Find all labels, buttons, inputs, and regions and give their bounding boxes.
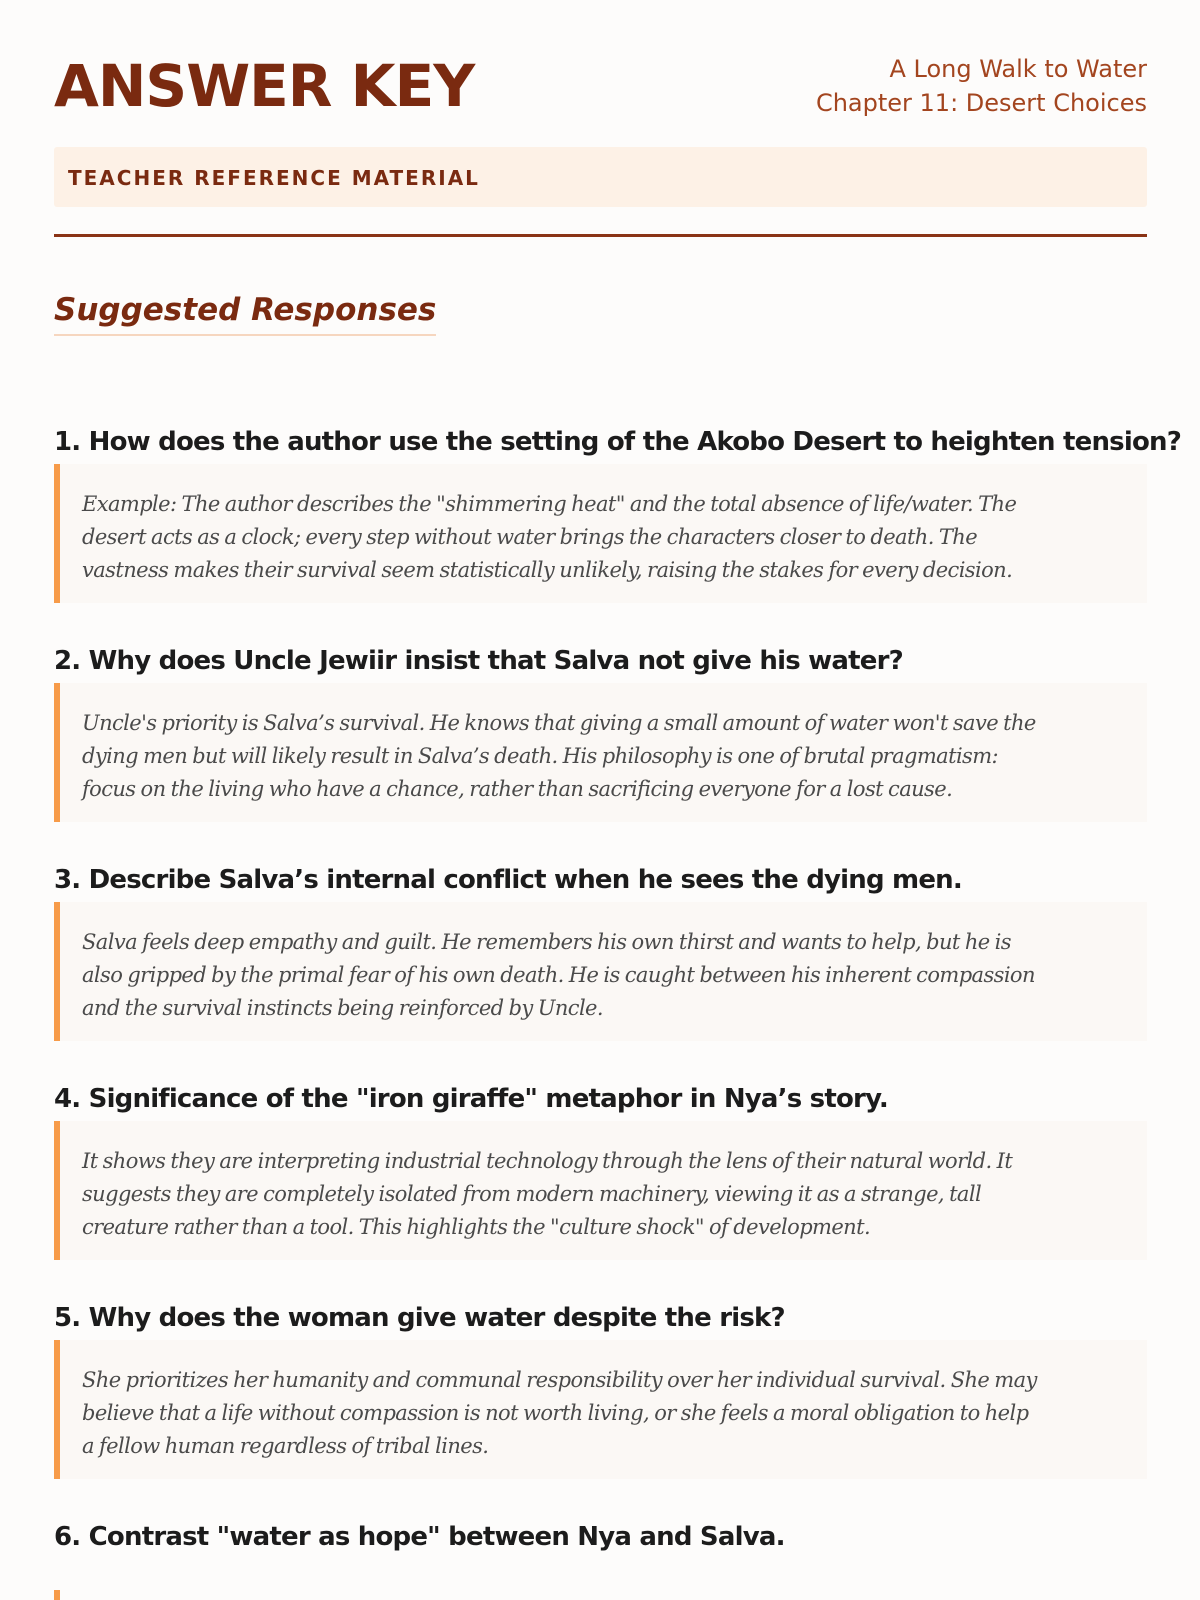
question-text: Why does Uncle Jewiir insist that Salva not give his water? (88, 646, 903, 676)
answer-line: Salva feels deep empathy and guilt. He remembers his own thirst and wants to help, but he is (82, 930, 1011, 954)
header-divider (54, 234, 1147, 237)
answer-key-page (54, 0, 1182, 1552)
question-block (54, 1515, 1147, 1559)
answer-line: focus on the living who have a chance, rather than sacrificing everyone for a lost cause. (82, 777, 953, 801)
answer-line: dying men but will likely result in Salva’s death. His philosophy is one of brutal pragmatism: (82, 744, 999, 768)
answer-line: She prioritizes her humanity and communal responsibility over her individual survival. She may (82, 1368, 1037, 1392)
answer-box (54, 902, 1147, 1041)
page-title: ANSWER KEY (54, 52, 475, 120)
question-text: How does the author use the setting of the Akobo Desert to heighten tension? (88, 427, 1182, 457)
question-text: Why does the woman give water despite the risk? (88, 1303, 785, 1333)
answer-line: It shows they are interpreting industrial technology through the lens of their natural world. It (82, 1149, 1013, 1173)
question-block (54, 1296, 1147, 1479)
book-info (816, 52, 1147, 120)
book-title: A Long Walk to Water (889, 55, 1147, 83)
answer-box (54, 1340, 1147, 1479)
question-block (54, 639, 1147, 822)
answer-line: vastness makes their survival seem statistically unlikely, raising the stakes for every decision. (82, 558, 1013, 582)
answer-box (54, 464, 1147, 603)
answer-line: believe that a life without compassion is not worth living, or she feels a moral obligation to help (82, 1401, 1029, 1425)
question-number: 1. (54, 427, 81, 457)
header (54, 0, 1147, 130)
question-heading (54, 1515, 1147, 1559)
answer-line: creature rather than a tool. This highlights the "culture shock" of development. (82, 1215, 871, 1239)
question-number: 2. (54, 646, 81, 676)
answer-line: Uncle's priority is Salva’s survival. He knows that giving a small amount of water won't save the (82, 711, 1036, 735)
question-heading (54, 639, 1147, 683)
question-block (54, 420, 1182, 603)
answer-line: suggests they are completely isolated from modern machinery, viewing it as a strange, tall (82, 1182, 982, 1206)
question-heading (54, 420, 1182, 464)
answer-line: Example: The author describes the "shimmering heat" and the total absence of life/water. The (82, 492, 1017, 516)
question-text: Contrast "water as hope" between Nya and Salva. (88, 1522, 785, 1552)
question-number: 6. (54, 1522, 81, 1552)
answer-line: also gripped by the primal fear of his own death. He is caught between his inherent compassion (82, 963, 1035, 987)
answer-line: desert acts as a clock; every step without water brings the characters closer to death. The (82, 525, 978, 549)
section-title: Suggested Responses (54, 292, 436, 336)
question-number: 4. (54, 1084, 81, 1114)
answer-accent-bar (54, 1590, 60, 1600)
question-number: 5. (54, 1303, 81, 1333)
question-block (54, 1077, 1147, 1260)
banner-label: TEACHER REFERENCE MATERIAL (68, 166, 480, 190)
teacher-reference-banner (54, 147, 1147, 207)
question-text: Describe Salva’s internal conflict when he sees the dying men. (88, 865, 962, 895)
question-text: Significance of the "iron giraffe" metaphor in Nya’s story. (88, 1084, 888, 1114)
question-heading (54, 1077, 1147, 1121)
answer-line: and the survival instincts being reinforced by Uncle. (82, 996, 603, 1020)
question-block (54, 858, 1147, 1041)
question-number: 3. (54, 865, 81, 895)
question-heading (54, 1296, 1147, 1340)
chapter-title: Chapter 11: Desert Choices (815, 89, 1147, 117)
answer-box (54, 1121, 1147, 1260)
answer-line: a fellow human regardless of tribal lines. (82, 1434, 489, 1458)
question-list (54, 420, 1182, 1595)
question-heading (54, 858, 1147, 902)
answer-box (54, 683, 1147, 822)
